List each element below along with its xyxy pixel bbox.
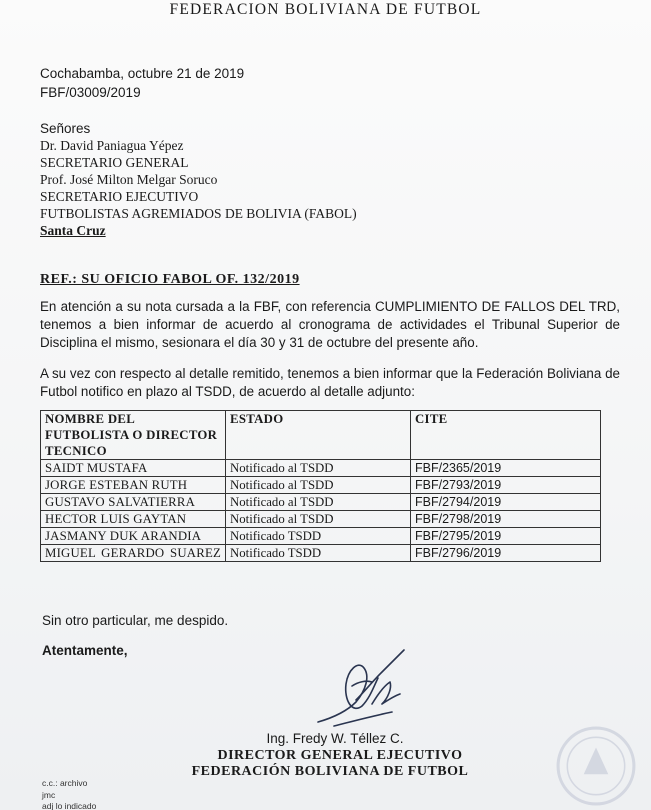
- cc-line-1: c.c.: archivo: [42, 778, 88, 788]
- cite-code: FBF/2793/2019: [411, 477, 601, 494]
- table-row: [41, 528, 601, 545]
- addressee-name-1: Dr. David Paniagua Yépez: [40, 138, 184, 153]
- cite-code: FBF/2795/2019: [411, 528, 601, 545]
- paragraph-2: A su vez con respecto al detalle remitido, tenemos a bien informar que la Federación Boliviana de Futbol notifico en plazo al TSDD, de acuerdo al detalle adjunto:: [40, 366, 620, 399]
- closing-line: Sin otro particular, me despido.: [42, 613, 229, 628]
- player-name: JORGE ESTEBAN RUTH: [41, 477, 226, 494]
- paragraph-1: En atención a su nota cursada a la FBF, con referencia CUMPLIMIENTO DE FALLOS DEL TRD, tenemos a bien informar de acuerdo al cronograma de actividades el Tribunal Superior de Disciplina el mismo, sesionara el día 30 y 31 de octubre del presente año.: [40, 299, 620, 350]
- cite-code: FBF/2794/2019: [411, 494, 601, 511]
- header-name: NOMBRE DEL FUTBOLISTA O DIRECTOR TECNICO: [41, 411, 226, 460]
- header-status: ESTADO: [226, 411, 411, 460]
- notification-status: Notificado al TSDD: [226, 494, 411, 511]
- notification-status: Notificado al TSDD: [226, 460, 411, 477]
- notifications-table: [40, 410, 601, 562]
- table-row: [41, 477, 601, 494]
- signer-title: DIRECTOR GENERAL EJECUTIVO: [217, 748, 463, 763]
- signer-name: Ing. Fredy W. Téllez C.: [266, 731, 404, 746]
- signature-icon: [312, 642, 422, 732]
- letterhead: FEDERACION BOLIVIANA DE FUTBOL: [169, 1, 482, 18]
- cc-line-3: adj lo indicado: [42, 801, 97, 810]
- notification-status: Notificado al TSDD: [226, 477, 411, 494]
- date-line: Cochabamba, octubre 21 de 2019: [40, 66, 245, 81]
- table-header-row: [41, 411, 601, 460]
- reference-code: FBF/03009/2019: [40, 85, 141, 100]
- player-name: SAIDT MUSTAFA: [41, 460, 226, 477]
- signer-organization: FEDERACIÓN BOLIVIANA DE FUTBOL: [191, 764, 469, 779]
- notification-status: Notificado al TSDD: [226, 511, 411, 528]
- seal-icon: [555, 725, 637, 807]
- notification-status: Notificado TSDD: [226, 528, 411, 545]
- reference-title: REF.: SU OFICIO FABOL OF. 132/2019: [40, 272, 300, 287]
- table-row: [41, 494, 601, 511]
- player-name: JASMANY DUK ARANDIA: [41, 528, 226, 545]
- table-row: [41, 460, 601, 477]
- addressee-title-1: SECRETARIO GENERAL: [40, 155, 189, 170]
- attentively-line: Atentamente,: [42, 643, 128, 658]
- addressee-title-2: SECRETARIO EJECUTIVO: [40, 189, 199, 204]
- table-row: [41, 511, 601, 528]
- header-cite: CITE: [411, 411, 601, 460]
- notification-status: Notificado TSDD: [226, 545, 411, 562]
- cite-code: FBF/2798/2019: [411, 511, 601, 528]
- player-name: GUSTAVO SALVATIERRA: [41, 494, 226, 511]
- addressee-organization: FUTBOLISTAS AGREMIADOS DE BOLIVIA (FABOL): [40, 206, 357, 221]
- cc-line-2: jmc: [42, 790, 56, 800]
- addressee-name-2: Prof. José Milton Melgar Soruco: [40, 172, 218, 187]
- addressee-city: Santa Cruz: [40, 223, 106, 238]
- player-name: HECTOR LUIS GAYTAN: [41, 511, 226, 528]
- table-row: [41, 545, 601, 562]
- player-name: MIGUEL GERARDO SUAREZ: [41, 545, 226, 562]
- cite-code: FBF/2796/2019: [411, 545, 601, 562]
- cite-code: FBF/2365/2019: [411, 460, 601, 477]
- addressee-salutation: Señores: [40, 121, 91, 136]
